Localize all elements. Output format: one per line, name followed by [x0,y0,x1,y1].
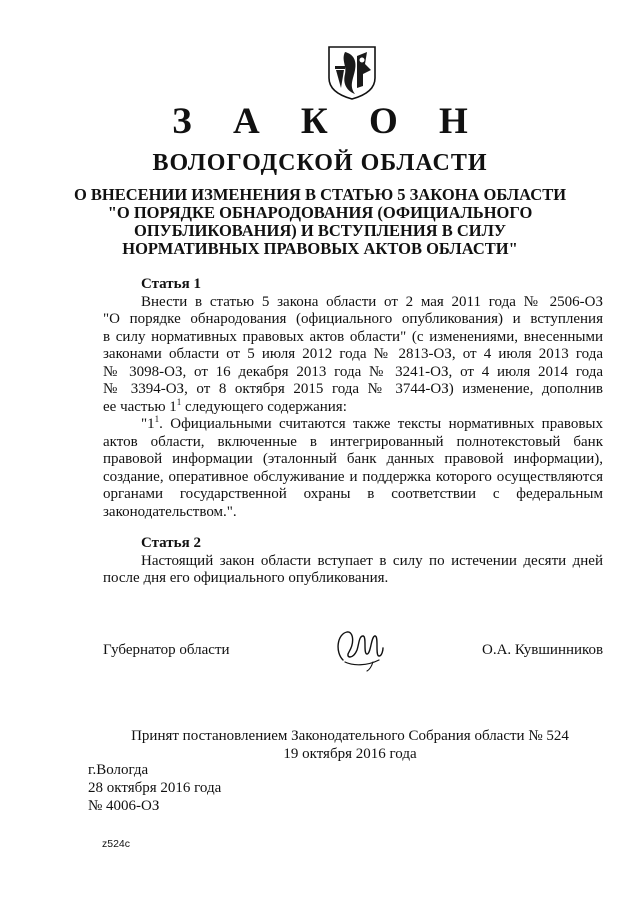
governor-position: Губернатор области [103,642,230,658]
article-1-line: в силу нормативных правовых актов области" (с изменениями, внесенными [103,328,603,345]
quote-line: актов области, включенные в интегрированный полнотекстовый банк [103,433,603,450]
article-1-line: законами области от 5 июля 2012 года № 2813-ОЗ, от 4 июля 2013 года [103,346,603,362]
text-fragment: ее частью 1 [103,398,177,415]
quote-line: органами государственной охраны в соответствии с федеральным [103,486,603,502]
adoption-note [0,727,640,763]
article-2-line: Настоящий закон области вступает в силу по истечении десяти дней [141,552,603,569]
superscript: 1 [154,414,160,424]
law-title [0,186,640,258]
article-2 [103,535,603,588]
article-1 [103,276,603,521]
handwritten-signature-icon [333,622,385,672]
article-2-heading: Статья 2 [141,535,201,551]
quote-line: создание, оперативное обслуживание и поддержка которого осуществляются [103,468,603,485]
law-title-line: "О ПОРЯДКЕ ОБНАРОДОВАНИЯ (ОФИЦИАЛЬНОГО [107,203,533,222]
document-date: 28 октября 2016 года [88,780,222,796]
governor-name: О.А. Кувшинников [482,642,604,658]
document-footer [88,761,221,815]
document-number: № 4006-ОЗ [88,798,160,814]
article-1-heading: Статья 1 [141,276,201,292]
article-1-line: "О порядке обнародования (официального опубликования) и вступления [103,311,603,327]
law-title-line: О ВНЕСЕНИИ ИЗМЕНЕНИЯ В СТАТЬЮ 5 ЗАКОНА ОБЛАСТИ [73,185,567,204]
superscript: 1 [176,396,182,407]
article-1-line [103,396,603,417]
article-1-line: № 3394-ОЗ, от 8 октября 2015 года № 3744-ОЗ) изменение, дополнив [103,381,603,397]
article-2-line: после дня его официального опубликования. [103,570,389,586]
coat-of-arms-icon [327,44,377,100]
document-code: z524c [102,838,131,850]
city: г.Вологда [88,762,149,778]
article-1-line: № 3098-ОЗ, от 16 декабря 2013 года № 3241-ОЗ, от 4 июля 2014 года [103,363,603,380]
text-fragment: следующего содержания: [181,398,347,415]
text-fragment: . Официальными считаются также тексты нормативных правовых [159,416,603,432]
text-fragment: "1 [141,416,155,432]
quote-line: правовой информации (эталонный банк данных правовой информации), [103,451,603,467]
law-title-line: ОПУБЛИКОВАНИЯ) И ВСТУПЛЕНИЯ В СИЛУ [134,221,506,240]
quote-line: законодательством.". [103,503,237,520]
adoption-line: Принят постановлением Законодательного Собрания области № 524 [131,728,569,744]
law-title-line: НОРМАТИВНЫХ ПРАВОВЫХ АКТОВ ОБЛАСТИ" [122,239,518,258]
law-heading: З А К О Н [172,101,484,142]
region-heading: ВОЛОГОДСКОЙ ОБЛАСТИ [152,150,488,176]
article-1-line: Внести в статью 5 закона области от 2 мая 2011 года № 2506-ОЗ [141,293,603,310]
adoption-date: 19 октября 2016 года [283,746,417,762]
quote-line [103,416,603,434]
